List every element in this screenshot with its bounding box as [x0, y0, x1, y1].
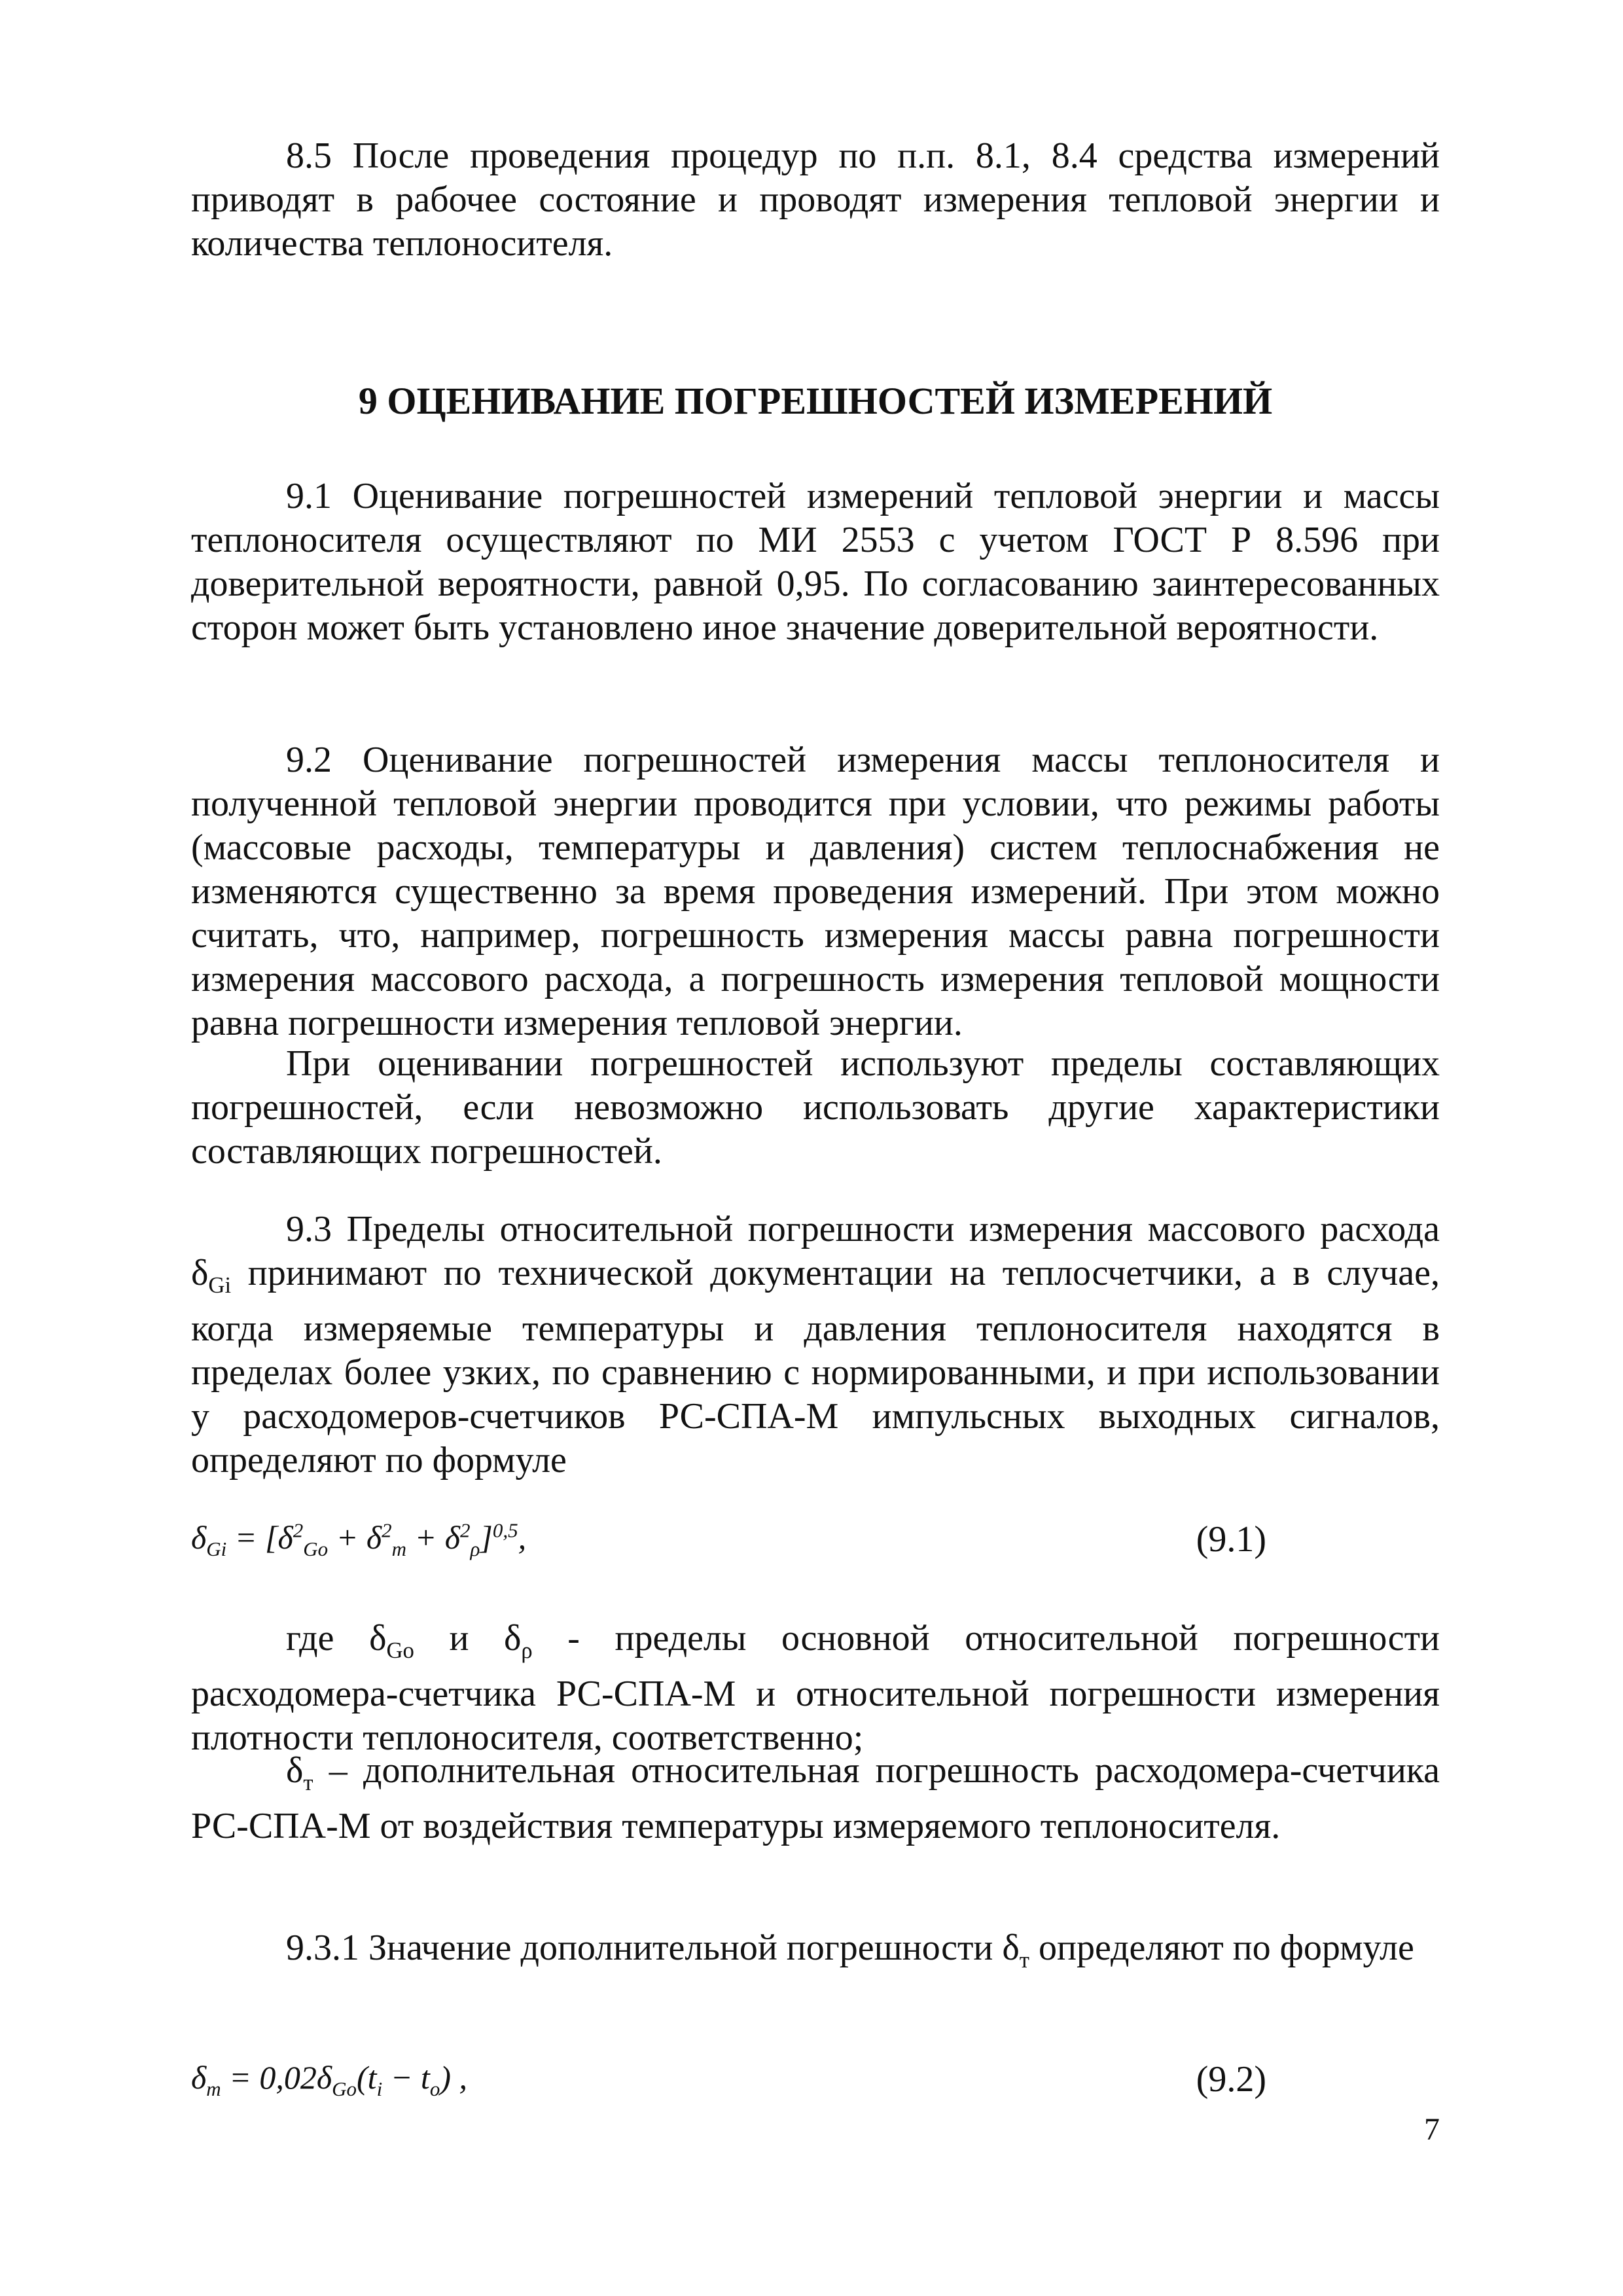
formula-9-1-number: (9.1): [1196, 1519, 1266, 1560]
formula-9-2-number: (9.2): [1196, 2059, 1266, 2100]
paragraph-9-2-continued: При оценивании погрешностей используют пределы составляющих погрешностей, если невозможно использовать другие характеристики составляющих погрешностей.: [191, 1043, 1440, 1172]
formula-9-2-expression: $\delta_т = 0,02\delta_{Go}(t_i - t_o)$ ,: [191, 2059, 467, 2100]
paragraph-9-3: [191, 1208, 1440, 1482]
delta-symbol: δ: [191, 1253, 209, 1293]
formula-9-2: [191, 2058, 1440, 2111]
paragraph-delta-t-definition: $\delta_т$ – дополнительная относительная погрешность расходомера-счетчика РС-СПА-М от воздействия температуры измеряемого теплоносителя.: [191, 1750, 1440, 1847]
section-heading-9: 9 ОЦЕНИВАНИЕ ПОГРЕШНОСТЕЙ ИЗМЕРЕНИЙ: [358, 380, 1273, 422]
formula-9-1: [191, 1518, 1440, 1571]
subscript: Gi: [208, 1272, 232, 1299]
paragraph-9-2: 9.2 Оценивание погрешностей измерения массы теплоносителя и полученной тепловой энергии проводится при условии, что режимы работы (массовые расходы, температуры и давления) систем теплоснабжения не изменяются существенно за время проведения измерений. При этом можно считать, что, например, погрешность измерения массы равна погрешности измерения массового расхода, а погрешность измерения тепловой мощности равна погрешности измерения тепловой энергии.: [191, 740, 1440, 1043]
paragraph-9-3-1: 9.3.1 Значение дополнительной погрешности $\delta_т$ определяют по формуле: [286, 1928, 1414, 1973]
paragraph-formula-where: где $\delta_{Go}$ и $\delta_\rho$ - пределы основной относительной погрешности расходомера-счетчика РС-СПА-М и относительной погрешности измерения плотности теплоносителя, соответственно;: [191, 1618, 1440, 1759]
paragraph-8-5: 8.5 После проведения процедур по п.п. 8.1, 8.4 средства измерений приводят в рабочее состояние и проводят измерения тепловой энергии и количества теплоносителя.: [191, 135, 1440, 264]
paragraph-9-1: 9.1 Оценивание погрешностей измерений тепловой энергии и массы теплоносителя осуществляют по МИ 2553 с учетом ГОСТ Р 8.596 при доверительной вероятности, равной 0,95. По согласованию заинтересованных сторон может быть установлено иное значение доверительной вероятности.: [191, 476, 1440, 648]
page-number: 7: [1424, 2112, 1440, 2147]
text: принимают по технической документации на теплосчетчики, а в случае, когда измеряемые температуры и давления теплоносителя находятся в пределах более узких, по сравнению с нормированными, и при использовании у расходомеров-счетчиков РС-СПА-М импульсных выходных сигналов, определяют по формуле: [191, 1253, 1440, 1481]
formula-9-1-expression: $\delta_{Gi} = [\delta^2_{Go} + \delta^2_т + \delta^2_\rho]^{0,5}$,: [191, 1518, 527, 1560]
text: 9.3 Пределы относительной погрешности измерения массового расхода: [286, 1209, 1440, 1249]
